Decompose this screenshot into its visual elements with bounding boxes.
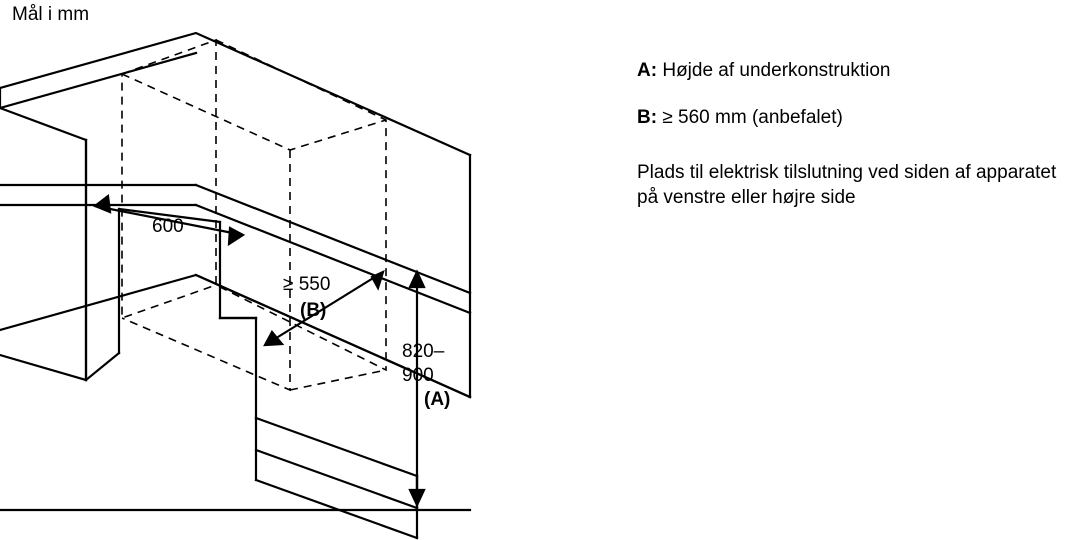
legend-text-a: Højde af underkonstruktion [657, 60, 891, 81]
dimension-depth-label: ≥ 550 [283, 274, 331, 295]
legend-text-b: ≥ 560 mm (anbefalet) [657, 107, 843, 128]
legend-note: Plads til elektrisk tilslutning ved siden af apparatet på venstre eller højre side [637, 162, 1057, 208]
unit-note: Mål i mm [12, 4, 90, 25]
legend-key-b: B: [637, 107, 658, 128]
legend [637, 58, 1057, 210]
dimension-height-tag: (A) [424, 389, 451, 410]
dimension-height-bottom-label: 900 [402, 365, 434, 386]
legend-key-a: A: [637, 60, 658, 81]
dimension-height-top-label: 820– [402, 341, 445, 362]
dimension-depth-tag: (B) [300, 300, 327, 321]
legend-row-a [637, 58, 1057, 83]
dimension-width-label: 600 [152, 216, 184, 237]
legend-row-b [637, 105, 1057, 130]
